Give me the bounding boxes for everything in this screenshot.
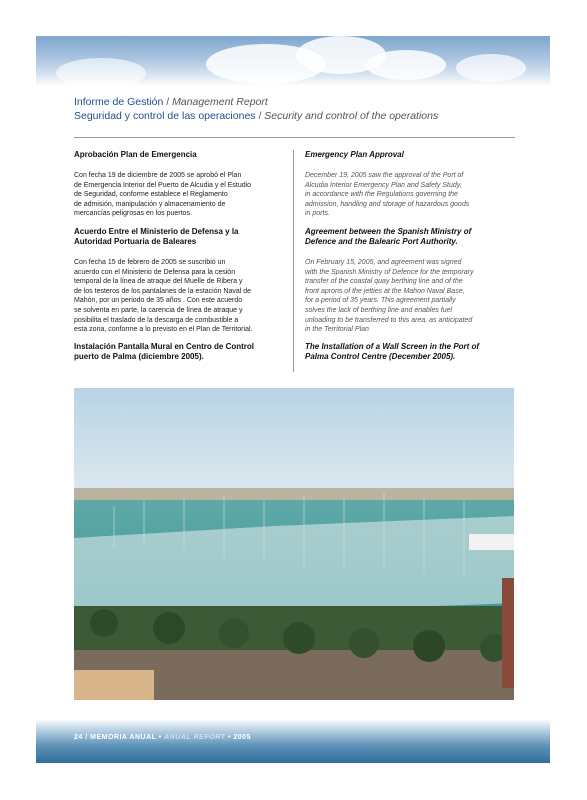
footer-band (36, 719, 550, 763)
header-sky-image (36, 36, 550, 86)
paragraph-line: admission, handling and storage of hazardous goods (305, 200, 470, 208)
paragraph-line: transfer of the coastal quay berthing line and of the (305, 278, 463, 286)
paragraph-line: temporal de la línea de atraque del Muelle de Ribera y (74, 278, 243, 286)
page-number: 24 (74, 734, 83, 741)
paragraph-line: On February 15, 2005, and agreement was signed (305, 258, 462, 266)
spanish-column (74, 150, 274, 362)
section-heading: Emergency Plan Approval (305, 150, 404, 159)
footer-bullet: • (158, 734, 162, 741)
section-heading: Autoridad Portuaria de Baleares (74, 236, 197, 246)
paragraph-line: in the Territorial Plan (305, 326, 369, 334)
harbour-photo-illustration (74, 388, 514, 700)
header-divider (74, 137, 515, 138)
header-title-en: Management Report (172, 96, 268, 108)
footer-slash: / (85, 734, 88, 741)
section-heading: The Installation of a Wall Screen in the Port of (305, 341, 480, 351)
paragraph-line: posibilita el traslado de la descarga de combustible a (74, 316, 239, 324)
header-separator: / (258, 110, 262, 122)
footer-bullet: • (227, 734, 231, 741)
header-subtitle-en: Security and control of the operations (264, 110, 439, 122)
section-heading: Acuerdo Entre el Ministerio de Defensa y la (74, 226, 239, 236)
paragraph-line: front aprons of the jetties at the Mahon Naval Base, (305, 287, 465, 295)
paragraph-line: in ports. (305, 210, 330, 218)
section-heading: Agreement between the Spanish Ministry of (305, 226, 472, 236)
header-title-es: Informe de Gestión (74, 96, 164, 108)
harbour-photo (74, 388, 514, 700)
column-divider (293, 150, 294, 372)
header-separator: / (166, 96, 170, 108)
paragraph-line: de Seguridad, conforme establece el Reglamento (74, 191, 228, 199)
footer-text (74, 734, 251, 741)
header-line-1 (74, 96, 268, 109)
paragraph-line: unloading to be transferred to this area, as anticipated (305, 316, 473, 324)
paragraph-line: de Emergencia Interior del Puerto de Alcudia y el Estudio (74, 181, 252, 189)
section-heading: Palma Control Centre (December 2005). (305, 351, 456, 361)
paragraph-line: Con fecha 19 de diciembre de 2005 se aprobó el Plan (74, 172, 242, 179)
paragraph-line: December 19, 2005 saw the approval of the Port of (305, 172, 464, 179)
footer-year: 2005 (233, 734, 251, 741)
paragraph-line: mercancías peligrosas en los puertos. (74, 210, 192, 218)
footer-annual-report: ANUAL REPORT (164, 734, 226, 741)
paragraph-line: se solventa en parte, la carencia de línea de atraque y (74, 306, 243, 314)
section-heading: puerto de Palma (diciembre 2005). (74, 351, 204, 361)
header-line-2 (74, 110, 438, 123)
paragraph-line: in accordance with the Regulations governing the (305, 191, 458, 199)
paragraph-line: with the Spanish Ministry of Defence for the temporary (305, 268, 474, 276)
paragraph-line: Mahón, por un periodo de 35 años . Con este acuerdo (74, 297, 243, 305)
paragraph-line: for a period of 35 years. This agreement partially (305, 297, 456, 305)
english-column (305, 150, 517, 362)
paragraph-line: Con fecha 15 de febrero de 2005 se suscribió un (74, 258, 226, 266)
paragraph-line: acuerdo con el Ministerio de Defensa para la cesión (74, 268, 236, 276)
paragraph-line: de los testeros de los pantalanes de la estación Naval de (74, 287, 252, 295)
paragraph-line: de admisión, manipulación y almacenamiento de (74, 200, 226, 208)
section-heading: Instalación Pantalla Mural en Centro de Control (74, 341, 255, 351)
paragraph-line: solves the lack of berthing line and enables fuel (305, 306, 453, 314)
paragraph-line: esta zona, conforme a lo previsto en el Plan de Territorial. (74, 326, 253, 334)
section-heading: Defence and the Balearic Port Authority. (305, 236, 458, 246)
section-heading: Aprobación Plan de Emergencia (74, 150, 197, 159)
paragraph-line: Alcudia Interior Emergency Plan and Safety Study, (305, 181, 462, 189)
header-subtitle-es: Seguridad y control de las operaciones (74, 110, 256, 122)
footer-memoria-anual: MEMORIA ANUAL (90, 734, 157, 741)
